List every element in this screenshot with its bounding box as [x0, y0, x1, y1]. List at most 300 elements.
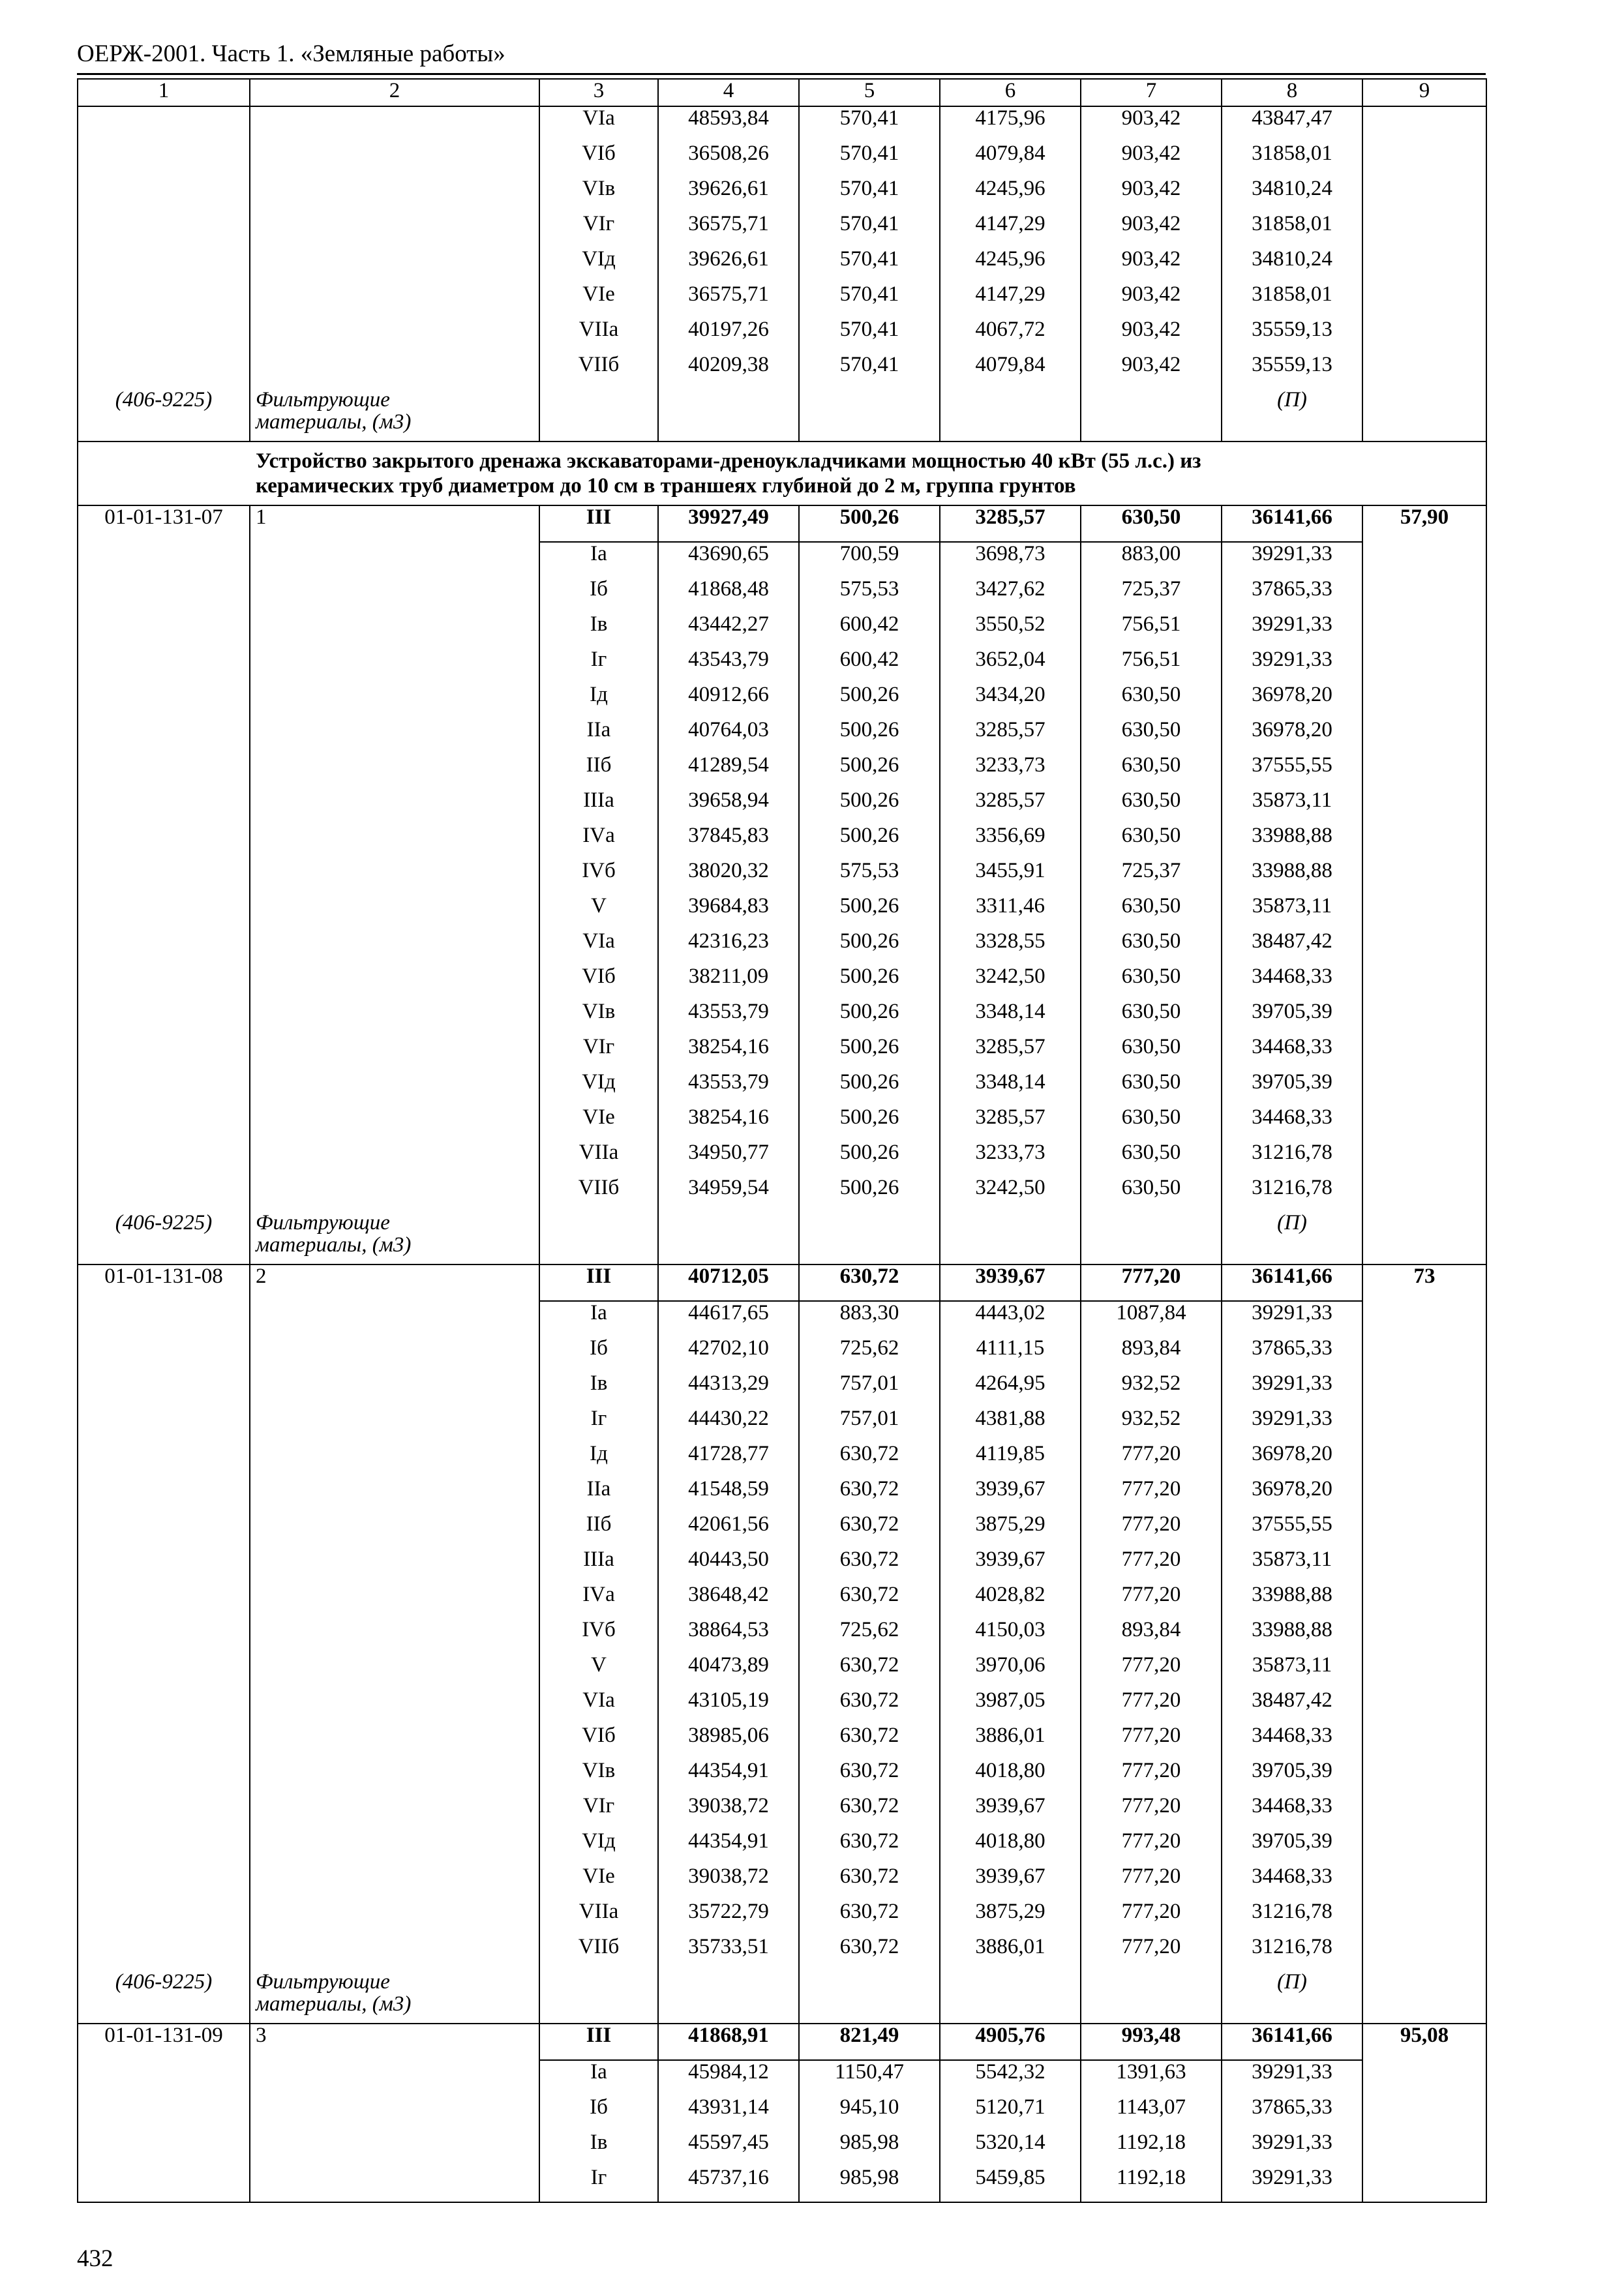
- value-cell: 893,84: [1081, 1619, 1222, 1654]
- rate-code: [78, 1443, 250, 1478]
- soil-group: Iв: [539, 2131, 658, 2166]
- value-cell: 903,42: [1081, 177, 1222, 213]
- work-description: [250, 965, 539, 1000]
- filter-code: (406-9225): [78, 389, 250, 441]
- rate-code: [78, 353, 250, 389]
- empty-cell: [940, 389, 1081, 441]
- table-row: [78, 142, 1486, 177]
- labor-cost: [1362, 719, 1486, 754]
- work-description: [250, 2096, 539, 2131]
- column-number: 9: [1362, 79, 1486, 106]
- value-cell: 3285,57: [940, 1036, 1081, 1071]
- soil-group: VIа: [539, 106, 658, 142]
- work-description: [250, 542, 539, 578]
- rate-code: [78, 1689, 250, 1724]
- value-cell: 500,26: [799, 824, 940, 860]
- value-cell: 3311,46: [940, 895, 1081, 930]
- value-cell: 45597,45: [658, 2131, 799, 2166]
- table-row: [78, 1141, 1486, 1176]
- work-description: [250, 283, 539, 318]
- value-cell: 3242,50: [940, 1176, 1081, 1212]
- value-cell: 5542,32: [940, 2060, 1081, 2096]
- value-cell: 38487,42: [1222, 1689, 1362, 1724]
- work-description: [250, 1036, 539, 1071]
- value-cell: 903,42: [1081, 248, 1222, 283]
- table-row: [78, 613, 1486, 648]
- soil-group: VIб: [539, 965, 658, 1000]
- table-row: [78, 648, 1486, 683]
- rate-code: [78, 613, 250, 648]
- value-cell: 500,26: [799, 789, 940, 824]
- work-description: [250, 789, 539, 824]
- value-cell: 43553,79: [658, 1000, 799, 1036]
- value-cell: 41868,48: [658, 578, 799, 613]
- value-cell: 570,41: [799, 248, 940, 283]
- soil-group: VIа: [539, 930, 658, 965]
- rate-code: [78, 106, 250, 142]
- value-cell: 4443,02: [940, 1301, 1081, 1337]
- table-row: [78, 824, 1486, 860]
- labor-cost: [1362, 789, 1486, 824]
- labor-cost: [1362, 2060, 1486, 2096]
- table-row: [78, 505, 1486, 542]
- table-row: [78, 542, 1486, 578]
- value-cell: 756,51: [1081, 613, 1222, 648]
- filter-label-line2: материалы, (м3): [256, 410, 412, 434]
- soil-group: Iа: [539, 2060, 658, 2096]
- work-description: [250, 1936, 539, 1971]
- soil-group: VIIа: [539, 318, 658, 353]
- value-cell: 40473,89: [658, 1654, 799, 1689]
- work-description: [250, 824, 539, 860]
- labor-cost: [1362, 1830, 1486, 1865]
- table-row: [78, 1865, 1486, 1900]
- value-cell: 31858,01: [1222, 142, 1362, 177]
- rate-code: [78, 648, 250, 683]
- soil-group: IVа: [539, 1583, 658, 1619]
- empty-cell: [1081, 389, 1222, 441]
- labor-cost: 95,08: [1362, 2024, 1486, 2060]
- soil-group: VIв: [539, 1000, 658, 1036]
- page-number: 432: [77, 2245, 113, 2272]
- soil-group: Iб: [539, 2096, 658, 2131]
- value-cell: 893,84: [1081, 1337, 1222, 1372]
- rate-code: [78, 1654, 250, 1689]
- work-description: [250, 1689, 539, 1724]
- value-cell: 903,42: [1081, 106, 1222, 142]
- value-cell: 932,52: [1081, 1407, 1222, 1443]
- rate-code: [78, 824, 250, 860]
- soil-group: VIд: [539, 248, 658, 283]
- value-cell: 500,26: [799, 683, 940, 719]
- value-cell: 3939,67: [940, 1478, 1081, 1513]
- rate-code: [78, 1830, 250, 1865]
- rate-code: [78, 2131, 250, 2166]
- soil-group: VIе: [539, 283, 658, 318]
- work-description: [250, 1141, 539, 1176]
- table-row: [78, 1936, 1486, 1971]
- filter-materials-row: [78, 389, 1486, 441]
- value-cell: 38211,09: [658, 965, 799, 1000]
- value-cell: 570,41: [799, 353, 940, 389]
- value-cell: 630,50: [1081, 824, 1222, 860]
- soil-group: VIб: [539, 1724, 658, 1759]
- soil-group: VIг: [539, 1036, 658, 1071]
- work-description: 1: [250, 505, 539, 542]
- rate-code: [78, 683, 250, 719]
- soil-group: IIIа: [539, 789, 658, 824]
- value-cell: 777,20: [1081, 1689, 1222, 1724]
- work-description: [250, 754, 539, 789]
- value-cell: 3285,57: [940, 789, 1081, 824]
- table-row: [78, 248, 1486, 283]
- work-description: [250, 930, 539, 965]
- value-cell: 31216,78: [1222, 1900, 1362, 1936]
- soil-group: VIIа: [539, 1141, 658, 1176]
- value-cell: 34810,24: [1222, 248, 1362, 283]
- soil-group: VIе: [539, 1865, 658, 1900]
- empty-cell: [1362, 1971, 1486, 2024]
- table-row: [78, 719, 1486, 754]
- value-cell: 777,20: [1081, 1759, 1222, 1795]
- value-cell: 777,20: [1081, 1478, 1222, 1513]
- soil-group: Iд: [539, 683, 658, 719]
- value-cell: 500,26: [799, 754, 940, 789]
- value-cell: 4079,84: [940, 353, 1081, 389]
- soil-group: VIг: [539, 213, 658, 248]
- work-description: [250, 860, 539, 895]
- value-cell: 34468,33: [1222, 965, 1362, 1000]
- column-number: 6: [940, 79, 1081, 106]
- labor-cost: [1362, 1724, 1486, 1759]
- value-cell: 39927,49: [658, 505, 799, 542]
- value-cell: 777,20: [1081, 1795, 1222, 1830]
- work-description: [250, 1759, 539, 1795]
- rate-code: [78, 1513, 250, 1548]
- labor-cost: [1362, 1478, 1486, 1513]
- soil-group: Iг: [539, 2166, 658, 2202]
- labor-cost: [1362, 1865, 1486, 1900]
- empty-cell: [1081, 1971, 1222, 2024]
- value-cell: 3285,57: [940, 719, 1081, 754]
- table-row: [78, 2024, 1486, 2060]
- value-cell: 777,20: [1081, 1264, 1222, 1301]
- value-cell: 945,10: [799, 2096, 940, 2131]
- value-cell: 4175,96: [940, 106, 1081, 142]
- value-cell: 3285,57: [940, 505, 1081, 542]
- work-description: [250, 1654, 539, 1689]
- empty-cell: [799, 389, 940, 441]
- rate-code: [78, 1407, 250, 1443]
- labor-cost: [1362, 1936, 1486, 1971]
- empty-cell: [1362, 389, 1486, 441]
- column-number: 4: [658, 79, 799, 106]
- rate-code: [78, 1583, 250, 1619]
- value-cell: 630,50: [1081, 1106, 1222, 1141]
- table-row: [78, 1759, 1486, 1795]
- value-cell: 36575,71: [658, 283, 799, 318]
- labor-cost: [1362, 648, 1486, 683]
- value-cell: 4147,29: [940, 213, 1081, 248]
- rate-code: [78, 213, 250, 248]
- work-description: [250, 1724, 539, 1759]
- value-cell: 630,72: [799, 1548, 940, 1583]
- soil-group: V: [539, 1654, 658, 1689]
- filter-label-line1: Фильтрующие: [256, 1211, 390, 1234]
- table-body: [78, 79, 1486, 2202]
- table-row: [78, 1071, 1486, 1106]
- work-description: [250, 895, 539, 930]
- table-row: [78, 1000, 1486, 1036]
- work-description: [250, 719, 539, 754]
- value-cell: 600,42: [799, 613, 940, 648]
- table-row: [78, 860, 1486, 895]
- value-cell: 3550,52: [940, 613, 1081, 648]
- value-cell: 903,42: [1081, 142, 1222, 177]
- work-description: [250, 1337, 539, 1372]
- labor-cost: [1362, 1337, 1486, 1372]
- value-cell: 34468,33: [1222, 1795, 1362, 1830]
- value-cell: 36141,66: [1222, 2024, 1362, 2060]
- value-cell: 34959,54: [658, 1176, 799, 1212]
- labor-cost: [1362, 353, 1486, 389]
- value-cell: 903,42: [1081, 283, 1222, 318]
- table-row: [78, 1583, 1486, 1619]
- value-cell: 5120,71: [940, 2096, 1081, 2131]
- value-cell: 43690,65: [658, 542, 799, 578]
- table-row: [78, 1478, 1486, 1513]
- value-cell: 3242,50: [940, 965, 1081, 1000]
- rate-code: [78, 895, 250, 930]
- rate-code: [78, 318, 250, 353]
- value-cell: 4245,96: [940, 248, 1081, 283]
- value-cell: 3939,67: [940, 1795, 1081, 1830]
- rate-code: [78, 1372, 250, 1407]
- value-cell: 39291,33: [1222, 648, 1362, 683]
- rate-code: [78, 142, 250, 177]
- value-cell: 3348,14: [940, 1071, 1081, 1106]
- soil-group: IVа: [539, 824, 658, 860]
- rates-table: [77, 78, 1487, 2203]
- work-description: [250, 613, 539, 648]
- soil-group: VIд: [539, 1830, 658, 1865]
- value-cell: 44313,29: [658, 1372, 799, 1407]
- rate-code: [78, 719, 250, 754]
- rate-code: [78, 2096, 250, 2131]
- empty-cell: [658, 389, 799, 441]
- value-cell: 35559,13: [1222, 353, 1362, 389]
- value-cell: 43847,47: [1222, 106, 1362, 142]
- value-cell: 903,42: [1081, 318, 1222, 353]
- value-cell: 39291,33: [1222, 542, 1362, 578]
- value-cell: 4079,84: [940, 142, 1081, 177]
- work-description: [250, 1478, 539, 1513]
- rate-code: [78, 860, 250, 895]
- table-row: [78, 1372, 1486, 1407]
- labor-cost: [1362, 213, 1486, 248]
- value-cell: 3886,01: [940, 1936, 1081, 1971]
- labor-cost: [1362, 2166, 1486, 2202]
- value-cell: 38020,32: [658, 860, 799, 895]
- labor-cost: [1362, 1407, 1486, 1443]
- labor-cost: [1362, 2096, 1486, 2131]
- value-cell: 725,37: [1081, 860, 1222, 895]
- soil-group: Iб: [539, 1337, 658, 1372]
- value-cell: 500,26: [799, 1036, 940, 1071]
- value-cell: 37865,33: [1222, 578, 1362, 613]
- table-row: [78, 106, 1486, 142]
- value-cell: 44617,65: [658, 1301, 799, 1337]
- soil-group: III: [539, 2024, 658, 2060]
- table-row: [78, 965, 1486, 1000]
- table-row: [78, 895, 1486, 930]
- table-row: [78, 1689, 1486, 1724]
- rate-code: [78, 1337, 250, 1372]
- work-description: [250, 1443, 539, 1478]
- value-cell: 41548,59: [658, 1478, 799, 1513]
- value-cell: 39626,61: [658, 177, 799, 213]
- table-row: [78, 2060, 1486, 2096]
- value-cell: 31216,78: [1222, 1936, 1362, 1971]
- filter-label: [250, 1212, 539, 1264]
- rate-code: [78, 542, 250, 578]
- column-number: 5: [799, 79, 940, 106]
- value-cell: 630,50: [1081, 683, 1222, 719]
- value-cell: 777,20: [1081, 1936, 1222, 1971]
- value-cell: 903,42: [1081, 353, 1222, 389]
- labor-cost: [1362, 930, 1486, 965]
- labor-cost: [1362, 1689, 1486, 1724]
- table-row: [78, 2166, 1486, 2202]
- value-cell: 33988,88: [1222, 1583, 1362, 1619]
- value-cell: 36978,20: [1222, 1478, 1362, 1513]
- work-description: [250, 2166, 539, 2202]
- value-cell: 4018,80: [940, 1830, 1081, 1865]
- soil-group: IIIа: [539, 1548, 658, 1583]
- empty-cell: [1081, 1212, 1222, 1264]
- value-cell: 500,26: [799, 1176, 940, 1212]
- table-row: [78, 353, 1486, 389]
- value-cell: 630,50: [1081, 505, 1222, 542]
- value-cell: 36141,66: [1222, 1264, 1362, 1301]
- value-cell: 39291,33: [1222, 2166, 1362, 2202]
- value-cell: 41289,54: [658, 754, 799, 789]
- soil-group: Iв: [539, 613, 658, 648]
- value-cell: 757,01: [799, 1407, 940, 1443]
- labor-cost: [1362, 1106, 1486, 1141]
- labor-cost: [1362, 1443, 1486, 1478]
- value-cell: 44354,91: [658, 1830, 799, 1865]
- value-cell: 42702,10: [658, 1337, 799, 1372]
- value-cell: 37865,33: [1222, 2096, 1362, 2131]
- value-cell: 500,26: [799, 1071, 940, 1106]
- value-cell: 3886,01: [940, 1724, 1081, 1759]
- value-cell: 39705,39: [1222, 1000, 1362, 1036]
- value-cell: 35873,11: [1222, 895, 1362, 930]
- value-cell: 43105,19: [658, 1689, 799, 1724]
- value-cell: 39705,39: [1222, 1830, 1362, 1865]
- rate-code: [78, 1000, 250, 1036]
- filter-label: [250, 1971, 539, 2024]
- labor-cost: 57,90: [1362, 505, 1486, 542]
- labor-cost: [1362, 895, 1486, 930]
- filter-value: (П): [1222, 1212, 1362, 1264]
- work-description: [250, 177, 539, 213]
- section-title-line1: Устройство закрытого дренажа экскаваторами-дреноукладчиками мощностью 40 кВт (55 л.с.) из: [256, 449, 1201, 473]
- value-cell: 1143,07: [1081, 2096, 1222, 2131]
- value-cell: 777,20: [1081, 1900, 1222, 1936]
- table-row: [78, 1548, 1486, 1583]
- work-description: [250, 248, 539, 283]
- filter-label-line1: Фильтрующие: [256, 1970, 390, 1994]
- value-cell: 3970,06: [940, 1654, 1081, 1689]
- table-row: [78, 1337, 1486, 1372]
- work-description: [250, 1830, 539, 1865]
- value-cell: 40712,05: [658, 1264, 799, 1301]
- rate-code: [78, 1795, 250, 1830]
- rate-code: [78, 930, 250, 965]
- value-cell: 570,41: [799, 318, 940, 353]
- rate-code: [78, 1759, 250, 1795]
- rate-code: [78, 2166, 250, 2202]
- value-cell: 500,26: [799, 1106, 940, 1141]
- value-cell: 39705,39: [1222, 1759, 1362, 1795]
- value-cell: 500,26: [799, 719, 940, 754]
- soil-group: VIа: [539, 1689, 658, 1724]
- empty-cell: [1362, 1212, 1486, 1264]
- work-description: [250, 1071, 539, 1106]
- work-description: [250, 578, 539, 613]
- empty-cell: [940, 1212, 1081, 1264]
- value-cell: 630,72: [799, 1936, 940, 1971]
- value-cell: 42316,23: [658, 930, 799, 965]
- table-row: [78, 1724, 1486, 1759]
- value-cell: 38648,42: [658, 1583, 799, 1619]
- value-cell: 36575,71: [658, 213, 799, 248]
- value-cell: 4018,80: [940, 1759, 1081, 1795]
- value-cell: 35873,11: [1222, 789, 1362, 824]
- labor-cost: [1362, 106, 1486, 142]
- labor-cost: [1362, 283, 1486, 318]
- table-row: [78, 754, 1486, 789]
- filter-materials-row: [78, 1212, 1486, 1264]
- table-row: [78, 1513, 1486, 1548]
- soil-group: Iа: [539, 542, 658, 578]
- labor-cost: [1362, 2131, 1486, 2166]
- rate-code: [78, 1301, 250, 1337]
- value-cell: 630,50: [1081, 1071, 1222, 1106]
- value-cell: 39038,72: [658, 1795, 799, 1830]
- value-cell: 3698,73: [940, 542, 1081, 578]
- value-cell: 35722,79: [658, 1900, 799, 1936]
- filter-label-line2: материалы, (м3): [256, 1992, 412, 2016]
- filter-code: (406-9225): [78, 1212, 250, 1264]
- value-cell: 34810,24: [1222, 177, 1362, 213]
- work-description: [250, 1583, 539, 1619]
- rate-code: [78, 789, 250, 824]
- filter-value: (П): [1222, 1971, 1362, 2024]
- value-cell: 34468,33: [1222, 1106, 1362, 1141]
- section-title-row: [78, 441, 1486, 505]
- value-cell: 39291,33: [1222, 1407, 1362, 1443]
- soil-group: VIIб: [539, 1176, 658, 1212]
- labor-cost: [1362, 1301, 1486, 1337]
- value-cell: 3875,29: [940, 1513, 1081, 1548]
- value-cell: 48593,84: [658, 106, 799, 142]
- value-cell: 36978,20: [1222, 683, 1362, 719]
- value-cell: 725,62: [799, 1337, 940, 1372]
- value-cell: 35873,11: [1222, 1548, 1362, 1583]
